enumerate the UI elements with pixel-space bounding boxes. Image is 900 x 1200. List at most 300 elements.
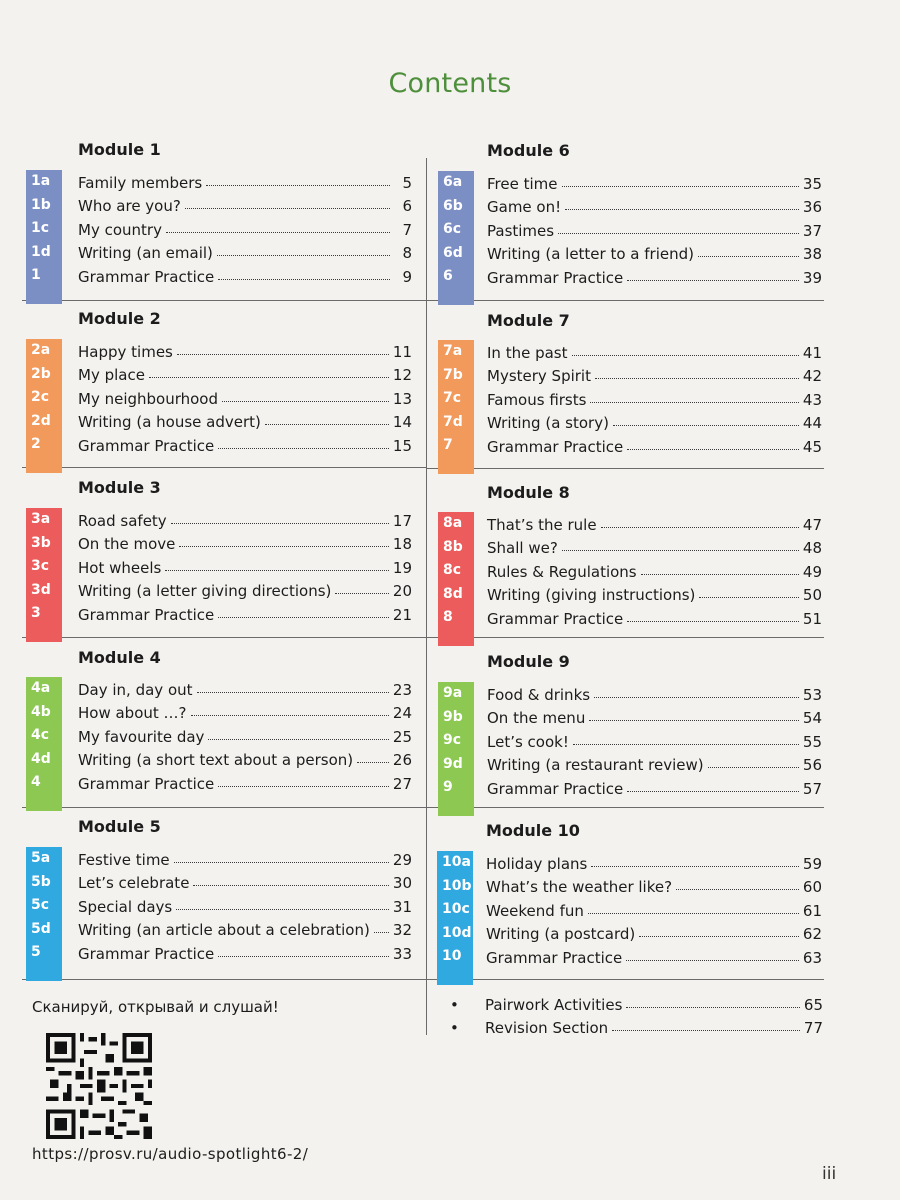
entry-page: 60 (802, 878, 822, 896)
dot-leader (179, 546, 389, 547)
badge-padding (26, 626, 62, 642)
extra-label: Pairwork Activities (485, 995, 623, 1014)
entry-title: Writing (giving instructions) (487, 586, 696, 604)
entry-page: 30 (392, 874, 412, 892)
dot-leader (357, 762, 389, 763)
entry-page: 11 (392, 342, 412, 361)
unit-badge: 9a (443, 685, 463, 701)
contents-entry[interactable] (78, 845, 412, 869)
module-entries (487, 680, 822, 798)
entry-title: Writing (a restaurant review) (487, 756, 704, 774)
dot-leader (708, 767, 799, 768)
dot-leader (588, 913, 799, 914)
contents-entry[interactable] (78, 553, 412, 577)
entry-page: 44 (802, 414, 822, 432)
unit-badge: 4a (31, 680, 51, 696)
dot-leader (208, 739, 388, 740)
entry-page: 25 (392, 727, 412, 746)
module-title: Module 3 (78, 478, 161, 497)
unit-badge: 1 (31, 267, 41, 283)
dot-leader (626, 960, 799, 961)
entry-page: 7 (402, 220, 412, 239)
unit-badge: 3 (31, 605, 41, 621)
unit-badge: 7c (443, 390, 462, 406)
badge-padding (26, 457, 62, 473)
entry-title: My country (78, 220, 162, 239)
module-entries (487, 510, 822, 628)
entry-title: Pastimes (487, 221, 555, 240)
entry-title: Writing (an email) (78, 244, 213, 262)
dot-leader (374, 932, 389, 933)
contents-entry[interactable] (78, 192, 412, 216)
entry-page: 56 (802, 756, 822, 774)
entry-title: Writing (a postcard) (486, 925, 636, 943)
unit-badge: 4 (31, 774, 41, 790)
contents-entry[interactable] (78, 408, 412, 432)
entry-title: Who are you? (78, 197, 181, 215)
bullet: • (450, 995, 459, 1014)
dot-leader (217, 255, 390, 256)
contents-entry[interactable] (487, 534, 822, 558)
unit-badge: 2a (31, 342, 51, 358)
entry-page: 13 (392, 389, 412, 408)
contents-entry[interactable] (487, 432, 822, 456)
dot-leader (699, 597, 798, 598)
dot-leader (193, 885, 388, 886)
contents-entry[interactable] (78, 577, 412, 601)
unit-badge: 3d (31, 581, 51, 598)
entry-title: On the move (78, 535, 176, 553)
contents-entry[interactable] (487, 727, 822, 751)
dot-leader (562, 550, 799, 551)
entry-page: 18 (392, 535, 412, 553)
entry-page: 27 (392, 774, 412, 793)
entry-title: Grammar Practice (487, 609, 624, 628)
unit-badge: 7a (443, 343, 463, 359)
divider-bottom-right (426, 979, 824, 980)
module-title: Module 9 (487, 652, 570, 671)
contents-entry[interactable] (487, 362, 822, 386)
entry-title: Grammar Practice (78, 774, 215, 793)
dot-leader (573, 744, 799, 745)
entry-title: Rules & Regulations (487, 562, 637, 581)
extra-item-pairwork[interactable] (445, 990, 823, 1014)
module-title: Module 2 (78, 309, 161, 328)
module-entries (78, 506, 412, 624)
unit-badge: 3c (31, 558, 50, 574)
contents-entry[interactable] (78, 337, 412, 361)
unit-badge: 8 (443, 609, 453, 625)
module-title: Module 7 (487, 311, 570, 330)
contents-entry[interactable] (486, 849, 822, 873)
contents-entry[interactable] (78, 239, 412, 263)
contents-entry[interactable] (487, 338, 822, 362)
bullet: • (450, 1019, 459, 1037)
dot-leader (218, 786, 389, 787)
module-entries (487, 169, 822, 287)
dot-leader (218, 956, 389, 957)
contents-entry[interactable] (487, 581, 822, 605)
badge-padding (26, 965, 62, 981)
extras-list (445, 990, 823, 1037)
entry-title: Road safety (78, 511, 167, 530)
entry-page: 45 (802, 437, 822, 456)
contents-entry[interactable] (487, 604, 822, 628)
dot-leader (627, 449, 799, 450)
divider-m7-m8-right (426, 468, 824, 469)
unit-badge: 7b (443, 366, 463, 383)
unit-badge: 6b (443, 197, 463, 214)
unit-badge: 6c (443, 221, 462, 237)
unit-badge: 4b (31, 703, 51, 720)
badge-padding (438, 800, 474, 816)
contents-entry[interactable] (486, 943, 822, 967)
entry-page: 55 (802, 732, 822, 751)
extra-page: 65 (803, 995, 823, 1014)
module-badge-column (438, 682, 474, 816)
entry-title: Holiday plans (486, 854, 588, 873)
module-badge-column (26, 677, 62, 811)
contents-entry[interactable] (486, 873, 822, 897)
contents-entry[interactable] (78, 361, 412, 385)
module-entries (78, 337, 412, 455)
contents-entry[interactable] (78, 215, 412, 239)
entry-title: Weekend fun (486, 901, 584, 920)
contents-entry[interactable] (487, 193, 822, 217)
contents-entry[interactable] (487, 751, 822, 775)
dot-leader (613, 425, 799, 426)
entry-page: 29 (392, 850, 412, 869)
entry-title: Writing (an article about a celebration) (78, 921, 370, 939)
contents-entry[interactable] (487, 169, 822, 193)
entry-title: On the menu (487, 709, 586, 727)
unit-badge: 1d (31, 243, 51, 260)
dot-leader (171, 523, 389, 524)
contents-entry[interactable] (486, 896, 822, 920)
unit-badge: 5c (31, 897, 50, 913)
entry-page: 51 (802, 609, 822, 628)
extra-item-revision[interactable] (445, 1014, 823, 1038)
contents-entry[interactable] (78, 939, 412, 963)
unit-badge: 2d (31, 412, 51, 429)
unit-badge: 6 (443, 268, 453, 284)
entry-page: 38 (802, 245, 822, 263)
unit-badge: 9d (443, 755, 463, 772)
contents-entry[interactable] (78, 869, 412, 893)
audio-url[interactable]: https://prosv.ru/audio-spotlight6-2/ (32, 1145, 309, 1163)
module-badge-column (26, 508, 62, 642)
entry-title: In the past (487, 343, 568, 362)
entry-title: Festive time (78, 850, 170, 869)
entry-title: Food & drinks (487, 685, 591, 704)
scan-instruction: Сканируй, открывай и слушай! (32, 998, 279, 1016)
dot-leader (185, 208, 390, 209)
entry-page: 54 (802, 709, 822, 727)
page-title: Contents (388, 68, 512, 99)
entry-title: That’s the rule (487, 515, 597, 534)
unit-badge: 2b (31, 365, 51, 382)
divider-m3-m4-left (22, 637, 426, 638)
module-badge-column (438, 340, 474, 474)
entry-page: 20 (392, 582, 412, 600)
entry-page: 15 (392, 436, 412, 455)
module-entries (78, 845, 412, 963)
entry-page: 42 (802, 367, 822, 385)
entry-page: 12 (392, 366, 412, 384)
contents-entry[interactable] (78, 262, 412, 286)
divider-m2-m3-left (22, 467, 426, 468)
divider-m6-m7-right (426, 300, 824, 301)
unit-badge: 1b (31, 196, 51, 213)
contents-entry[interactable] (78, 506, 412, 530)
unit-badge: 8d (443, 585, 463, 602)
module-badge-column (26, 847, 62, 981)
entry-page: 36 (802, 198, 822, 216)
page-number: iii (822, 1164, 837, 1184)
dot-leader (218, 279, 390, 280)
entry-title: Writing (a story) (487, 414, 609, 432)
contents-entry[interactable] (487, 774, 822, 798)
unit-badge: 10a (442, 854, 471, 870)
entry-page: 9 (402, 267, 412, 286)
dot-leader (627, 280, 799, 281)
module-badge-column (26, 170, 62, 304)
dot-leader (626, 1007, 800, 1008)
entry-title: Grammar Practice (78, 944, 215, 963)
contents-entry[interactable] (487, 704, 822, 728)
contents-entry[interactable] (78, 530, 412, 554)
dot-leader (174, 862, 389, 863)
entry-title: Writing (a letter to a friend) (487, 245, 694, 263)
unit-badge: 5b (31, 873, 51, 890)
unit-badge: 5 (31, 944, 41, 960)
contents-entry[interactable] (487, 385, 822, 409)
contents-entry[interactable] (487, 510, 822, 534)
contents-entry[interactable] (78, 916, 412, 940)
module-entries (78, 168, 412, 286)
entry-page: 49 (802, 562, 822, 581)
badge-padding (438, 630, 474, 646)
qr-code-icon (42, 1033, 156, 1139)
module-title: Module 5 (78, 817, 161, 836)
unit-badge: 6a (443, 174, 463, 190)
entry-title: Grammar Practice (78, 436, 215, 455)
module-title: Module 8 (487, 483, 570, 502)
dot-leader (149, 377, 389, 378)
unit-badge: 4c (31, 727, 50, 743)
entry-title: My place (78, 366, 145, 384)
entry-title: Let’s celebrate (78, 874, 190, 892)
entry-title: Shall we? (487, 539, 558, 557)
entry-page: 26 (392, 751, 412, 769)
entry-title: Grammar Practice (487, 779, 624, 798)
entry-page: 47 (802, 515, 822, 534)
entry-title: Writing (a letter giving directions) (78, 582, 332, 600)
badge-padding (438, 289, 474, 305)
unit-badge: 2c (31, 389, 50, 405)
entry-page: 37 (802, 221, 822, 240)
dot-leader (565, 209, 799, 210)
module-badge-column (437, 851, 473, 985)
divider-m4-m5-left (22, 807, 426, 808)
divider-bottom-left (22, 979, 426, 980)
entry-title: Hot wheels (78, 558, 162, 577)
unit-badge: 4d (31, 750, 51, 767)
unit-badge: 10c (442, 901, 470, 917)
unit-badge: 8b (443, 538, 463, 555)
extra-page: 77 (803, 1019, 823, 1037)
dot-leader (594, 697, 799, 698)
unit-badge: 9c (443, 732, 462, 748)
dot-leader (562, 186, 799, 187)
dot-leader (335, 593, 389, 594)
entry-page: 35 (802, 174, 822, 193)
unit-badge: 3b (31, 534, 51, 551)
dot-leader (176, 909, 389, 910)
entry-title: My favourite day (78, 727, 205, 746)
contents-entry[interactable] (487, 557, 822, 581)
entry-title: Special days (78, 897, 173, 916)
unit-badge: 10d (442, 924, 472, 941)
dot-leader (177, 354, 389, 355)
dot-leader (165, 570, 389, 571)
entry-page: 32 (392, 921, 412, 939)
contents-entry[interactable] (487, 216, 822, 240)
entry-page: 5 (402, 173, 412, 192)
dot-leader (197, 692, 389, 693)
entry-page: 23 (392, 680, 412, 699)
unit-badge: 5d (31, 920, 51, 937)
unit-badge: 10 (442, 948, 462, 964)
module-title: Module 6 (487, 141, 570, 160)
entry-title: Grammar Practice (78, 267, 215, 286)
dot-leader (218, 617, 389, 618)
entry-title: Let’s cook! (487, 732, 569, 751)
dot-leader (698, 256, 799, 257)
entry-page: 31 (392, 897, 412, 916)
unit-badge: 1c (31, 220, 50, 236)
dot-leader (218, 448, 389, 449)
module-badge-column (438, 171, 474, 305)
entry-page: 61 (802, 901, 822, 920)
entry-title: Grammar Practice (487, 268, 624, 287)
contents-entry[interactable] (78, 769, 412, 793)
module-badge-column (438, 512, 474, 646)
module-title: Module 10 (486, 821, 580, 840)
contents-entry[interactable] (78, 722, 412, 746)
entry-title: Grammar Practice (78, 605, 215, 624)
entry-page: 50 (802, 586, 822, 604)
dot-leader (627, 791, 799, 792)
entry-title: Free time (487, 174, 558, 193)
entry-page: 57 (802, 779, 822, 798)
divider-m1-m2-left (22, 300, 426, 301)
unit-badge: 9 (443, 779, 453, 795)
dot-leader (639, 936, 799, 937)
dot-leader (166, 232, 390, 233)
entry-title: Day in, day out (78, 680, 193, 699)
entry-title: Famous firsts (487, 390, 587, 409)
module-title: Module 1 (78, 140, 161, 159)
column-divider (426, 158, 427, 1035)
entry-title: Grammar Practice (486, 948, 623, 967)
entry-page: 21 (392, 605, 412, 624)
entry-page: 53 (802, 685, 822, 704)
unit-badge: 3a (31, 511, 51, 527)
contents-entry[interactable] (486, 920, 822, 944)
contents-entry[interactable] (78, 431, 412, 455)
unit-badge: 7 (443, 437, 453, 453)
contents-entry[interactable] (78, 746, 412, 770)
entry-page: 6 (402, 197, 412, 215)
entry-page: 19 (392, 558, 412, 577)
contents-entry[interactable] (78, 384, 412, 408)
unit-badge: 6d (443, 244, 463, 261)
contents-entry[interactable] (78, 600, 412, 624)
entry-title: Grammar Practice (487, 437, 624, 456)
contents-entry[interactable] (78, 168, 412, 192)
contents-entry[interactable] (487, 409, 822, 433)
unit-badge: 5a (31, 850, 51, 866)
unit-badge: 8a (443, 515, 463, 531)
contents-entry[interactable] (78, 675, 412, 699)
extra-label: Revision Section (485, 1019, 609, 1037)
unit-badge: 9b (443, 708, 463, 725)
dot-leader (191, 715, 389, 716)
dot-leader (558, 233, 799, 234)
badge-padding (26, 288, 62, 304)
entry-title: Writing (a short text about a person) (78, 751, 354, 769)
dot-leader (222, 401, 389, 402)
entry-title: Happy times (78, 342, 173, 361)
dot-leader (590, 402, 798, 403)
entry-page: 59 (802, 854, 822, 873)
badge-padding (438, 458, 474, 474)
entry-page: 8 (402, 244, 412, 262)
entry-page: 63 (802, 948, 822, 967)
contents-entry[interactable] (487, 240, 822, 264)
divider-m9-m10-right (426, 807, 824, 808)
dot-leader (601, 527, 799, 528)
entry-page: 14 (392, 413, 412, 431)
contents-entry[interactable] (487, 680, 822, 704)
dot-leader (591, 866, 799, 867)
module-title: Module 4 (78, 648, 161, 667)
entry-title: What’s the weather like? (486, 878, 673, 896)
entry-title: Game on! (487, 198, 562, 216)
unit-badge: 2 (31, 436, 41, 452)
contents-entry[interactable] (78, 699, 412, 723)
entry-title: Family members (78, 173, 203, 192)
entry-title: My neighbourhood (78, 389, 219, 408)
unit-badge: 8c (443, 562, 462, 578)
entry-page: 39 (802, 268, 822, 287)
module-badge-column (26, 339, 62, 473)
contents-entry[interactable] (78, 892, 412, 916)
dot-leader (641, 574, 799, 575)
entry-title: Mystery Spirit (487, 367, 591, 385)
dot-leader (612, 1030, 800, 1031)
dot-leader (265, 424, 389, 425)
unit-badge: 7d (443, 413, 463, 430)
contents-entry[interactable] (487, 263, 822, 287)
entry-page: 33 (392, 944, 412, 963)
dot-leader (206, 185, 390, 186)
dot-leader (595, 378, 799, 379)
dot-leader (572, 355, 799, 356)
module-entries (486, 849, 822, 967)
entry-page: 41 (802, 343, 822, 362)
